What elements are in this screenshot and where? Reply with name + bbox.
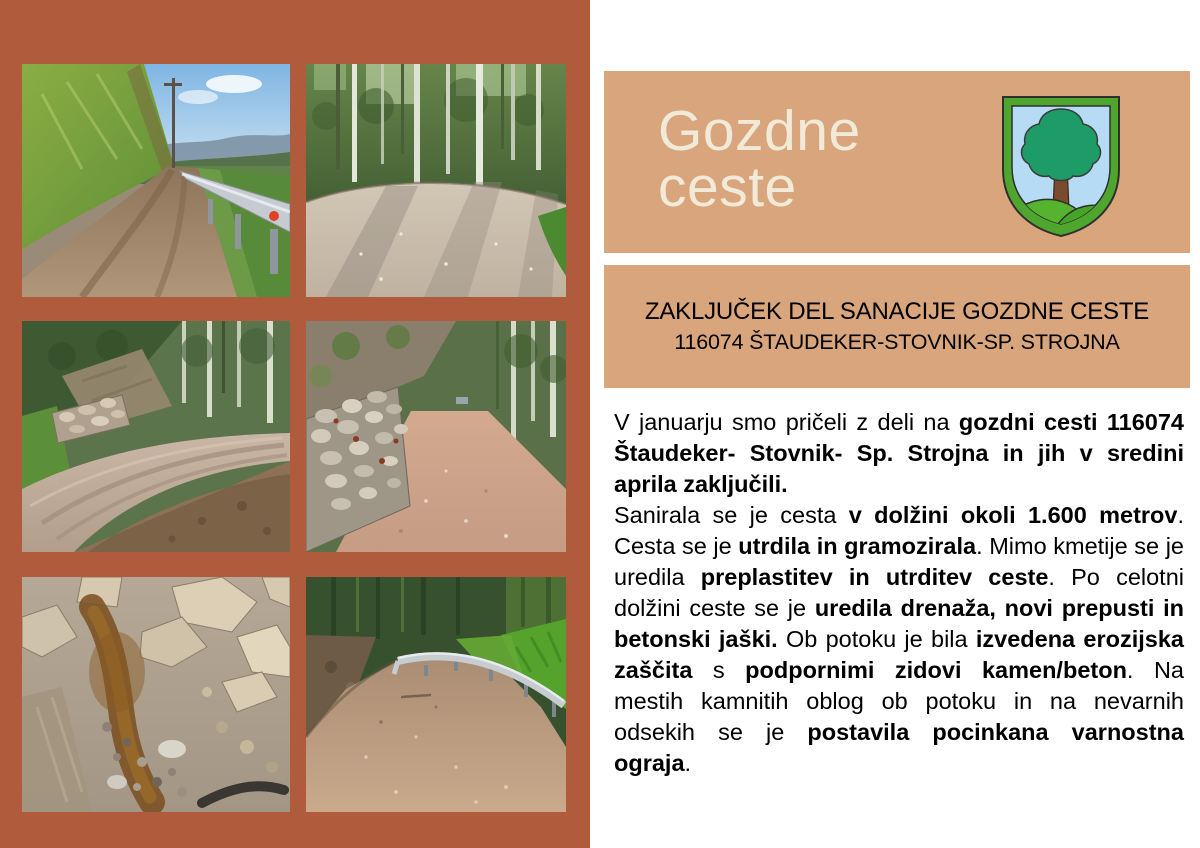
title-banner-line2: 116074 ŠTAUDEKER-STOVNIK-SP. STROJNA [674, 330, 1120, 354]
header-banner [604, 71, 1190, 253]
photo-road-guardrail-hillside [22, 64, 290, 297]
photo-gravel-road-curve-forest [306, 64, 566, 297]
photo-stone-drainage-closeup [22, 577, 290, 812]
coat-of-arms [999, 93, 1123, 239]
photo-road-new-guardrail-image [306, 577, 566, 812]
page-title-line2: ceste [658, 155, 797, 219]
title-banner-line1: ZAKLJUČEK DEL SANACIJE GOZDNE CESTE [644, 298, 1150, 325]
photo-stone-retaining-wall-road [306, 321, 566, 552]
photo-stone-drainage-closeup-image [22, 577, 290, 812]
page-title-line1: Gozdne [658, 99, 861, 163]
photo-panel [0, 0, 590, 848]
photo-road-guardrail-hillside-image [22, 64, 290, 297]
photo-forest-road-sweep-image [22, 321, 290, 552]
paragraph: V januarju smo pričeli z deli na gozdni cesti 116074 Štaudeker- Stovnik- Sp. Strojna in jih v sredini aprila zaključili. [614, 409, 1184, 497]
paragraph: Sanirala se je cesta v dolžini okoli 1.600 metrov. Cesta se je utrdila in gramozirala. Mimo kmetije se je uredila preplastitev in utrditev ceste. Po celotni dolžini ceste se je uredila drenaža, novi prepusti in betonski jaški. Ob potoku je bila izvedena erozijska zaščita s podpornimi zidovi kamen/beton. Na mestih kamnitih oblog ob potoku in na nevarnih odsekih se je postavila pocinkana varnostna ograja. [614, 502, 1184, 776]
photo-gravel-road-curve-forest-image [306, 64, 566, 297]
photo-forest-road-sweep [22, 321, 290, 552]
photo-road-new-guardrail [306, 577, 566, 812]
photo-stone-retaining-wall-road-image [306, 321, 566, 552]
body-text [614, 407, 1184, 779]
page-title [658, 99, 861, 219]
coat-of-arms-tree-icon [999, 93, 1123, 239]
title-banner [604, 265, 1190, 388]
